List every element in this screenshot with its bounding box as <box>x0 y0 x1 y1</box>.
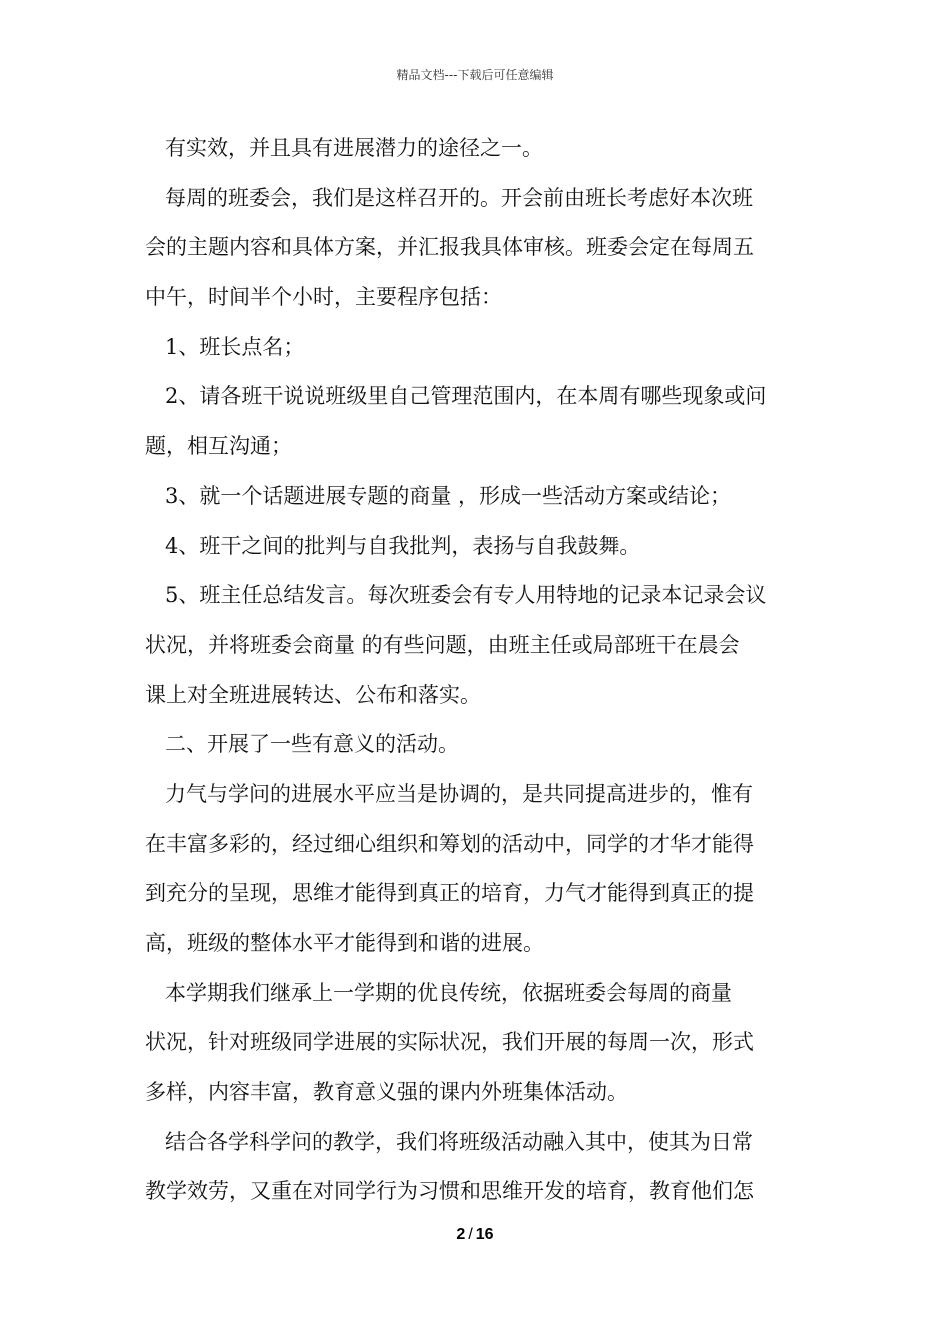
paragraph-line: 高，班级的整体水平才能得到和谐的进展。 <box>145 931 544 955</box>
total-pages: 16 <box>475 1226 494 1243</box>
paragraph-line: 状况，针对班级同学进展的实际状况，我们开展的每周一次，形式 <box>145 1030 754 1055</box>
list-item: 5、班主任总结发言。每次班委会有专人用特地的记录本记录会议 <box>165 583 767 608</box>
paragraph-line: 每周的班委会，我们是这样召开的。开会前由班长考虑好本次班 <box>165 185 753 210</box>
paragraph-line: 力气与学问的进展水平应当是协调的，是共同提高进步的，惟有 <box>165 781 753 806</box>
current-page: 2 <box>456 1226 466 1243</box>
page-header: 精品文档---下载后可任意编辑 <box>396 68 554 82</box>
paragraph-line: 会的主题内容和具体方案，并汇报我具体审核。班委会定在每周五 <box>145 235 754 260</box>
paragraph-line: 本学期我们继承上一学期的优良传统，依据班委会每周的商量 <box>165 980 732 1005</box>
paragraph-line: 状况，并将班委会商量 的有些问题，由班主任或局部班干在晨会 <box>145 632 740 657</box>
list-item: 1、班长点名； <box>165 334 305 359</box>
paragraph-line: 多样，内容丰富，教育意义强的课内外班集体活动。 <box>145 1080 628 1105</box>
page-separator: / <box>468 1226 473 1243</box>
paragraph-line: 在丰富多彩的，经过细心组织和筹划的活动中，同学的才华才能得 <box>145 831 754 856</box>
paragraph-line: 结合各学科学问的教学，我们将班级活动融入其中，使其为日常 <box>165 1129 753 1154</box>
paragraph-line: 题，相互沟通； <box>145 434 292 459</box>
paragraph-line: 教学效劳，又重在对同学行为习惯和思维开发的培育，教育他们怎 <box>145 1179 754 1204</box>
list-item: 4、班干之间的批判与自我批判，表扬与自我鼓舞。 <box>165 533 641 558</box>
list-item: 3、就一个话题进展专题的商量 ，形成一些活动方案或结论； <box>165 483 732 508</box>
paragraph-line: 到充分的呈现，思维才能得到真正的培育，力气才能得到真正的提 <box>145 881 754 906</box>
section-heading: 二、开展了一些有意义的活动。 <box>165 732 459 757</box>
paragraph-line: 有实效，并且具有进展潜力的途径之一。 <box>165 136 543 160</box>
document-body <box>145 124 810 1217</box>
paragraph-line: 课上对全班进展转达、公布和落实。 <box>145 682 481 707</box>
page-number <box>0 1226 950 1244</box>
paragraph-line: 中午，时间半个小时，主要程序包括： <box>145 285 502 310</box>
list-item: 2、请各班干说说班级里自己管理范围内，在本周有哪些现象或问 <box>165 384 767 409</box>
